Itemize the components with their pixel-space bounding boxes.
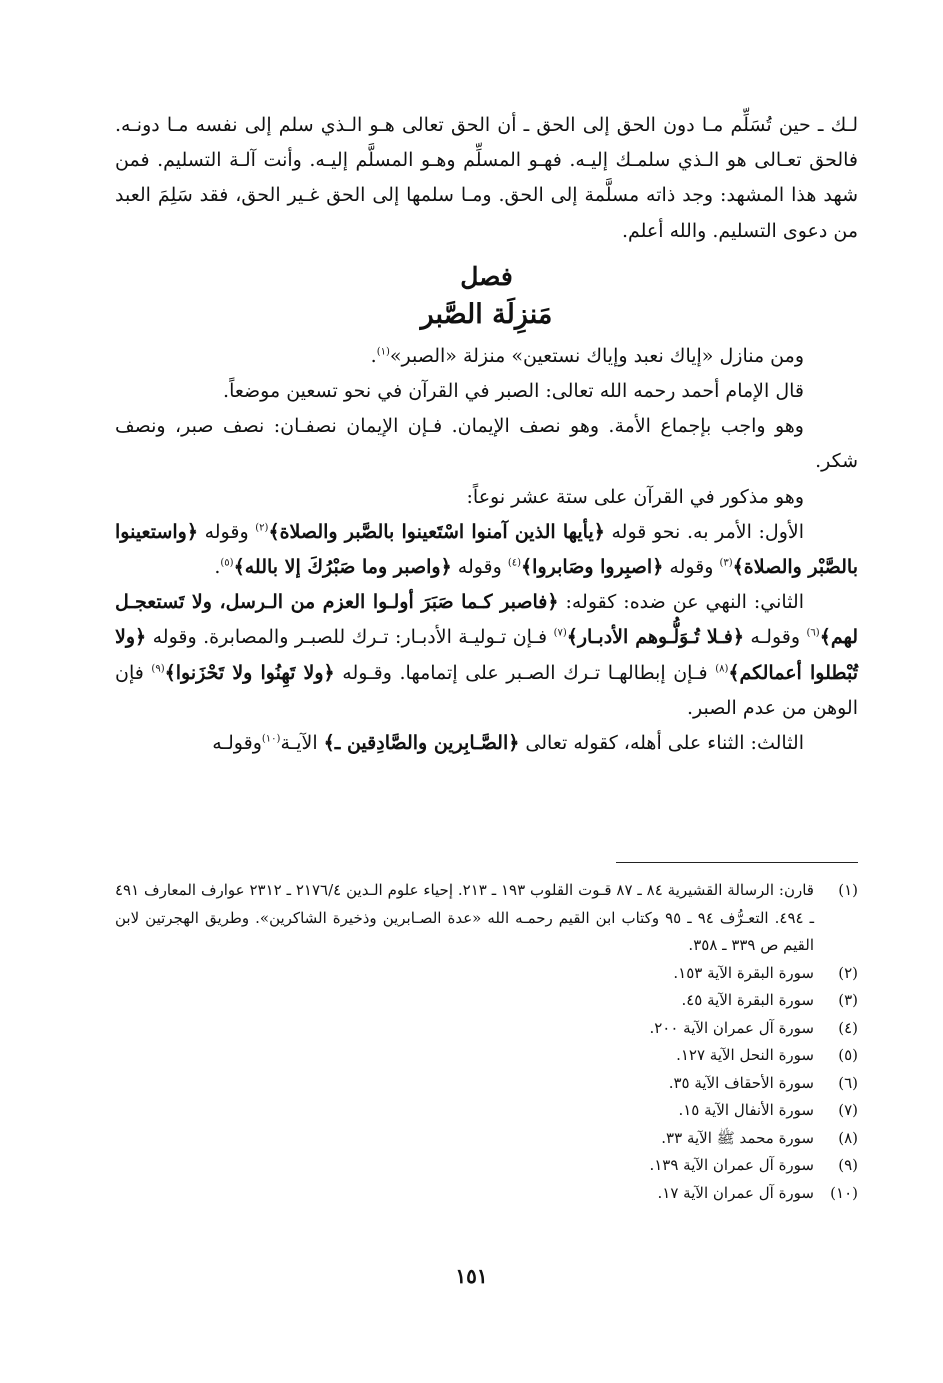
text-segment: الثالث: الثناء على أهله، كقوله تعالى xyxy=(519,732,804,755)
paragraph-third-type xyxy=(115,726,858,761)
footnote-ref: (٩) xyxy=(151,663,165,675)
footnote-ref: (٧) xyxy=(553,628,567,640)
footnote-number: (٤) xyxy=(838,1018,858,1037)
quran-verse: ﴿فـلا تُـوَلُّـوهم الأدبـار﴾ xyxy=(566,626,744,649)
paragraph-second-type xyxy=(115,585,858,726)
quran-verse: ﴿يأيها الذين آمنوا اسْتَعينوا بالصَّبر والصلاة﴾ xyxy=(268,520,605,543)
intro-paragraph: لـك ـ حين تُسَلِّم مـا دون الحق إلى الحق ـ أن الحق تعالى هـو الـذي سلم إلى نفسه مـا دونـه. فالحق تعـالى هو الـذي سلمـك إليـه. فهـو المسلِّم وهـو المسلَّم إليـه. وأنت آلـة التسليم. فمن شهد هذا المشهد: وجد ذاته مسلَّمة إلى الحق. ومـا سلمها إلى الحق غـير الحق، فقد سَلِمَ العبد من دعوى التسليم. والله أعلم. xyxy=(115,114,858,242)
page-number: ١٥١ xyxy=(455,1264,488,1288)
footnote-text: سورة الأنفال الآية ١٥. xyxy=(678,1101,814,1119)
quran-verse: ﴿ولا تُبْطلوا أعمالكم﴾ xyxy=(115,626,858,684)
chapter-title: مَنزِلَة الصَّبر xyxy=(420,298,553,330)
footnote-ref: (٢) xyxy=(255,522,269,534)
quran-verse: ﴿واستعينوا بالصَّبْر والصلاة﴾ xyxy=(115,520,858,579)
footnote-text: سورة آل عمران الآية ١٧. xyxy=(657,1183,814,1202)
quran-verse: ﴿ولا تَهِنُوا ولا تَحْزَنوا﴾ xyxy=(164,661,335,684)
text-segment: فإن الوهن من عدم الصبر. xyxy=(115,661,858,719)
footnote-item xyxy=(115,1015,858,1043)
paragraph-sixteen-types: وهو مذكور في القرآن على ستة عشر نوعاً: xyxy=(466,485,804,508)
footnote-number: (٥) xyxy=(838,1046,858,1064)
text-segment: وقولـه xyxy=(212,732,262,755)
paragraph-text: ومن منازل «إياك نعبد وإياك نستعين» منزلة «الصبر» xyxy=(389,344,804,367)
punctuation: . xyxy=(370,344,377,367)
text-segment: وقوله xyxy=(451,556,508,579)
footnote-ref: (٣) xyxy=(719,557,733,569)
footnote-number: (٧) xyxy=(838,1101,858,1119)
quran-verse: ﴿الصَّـابِرين والصَّادِقين ـ﴾ xyxy=(323,732,520,755)
footnote-text: سورة البقرة الآية ٤٥. xyxy=(681,991,814,1009)
text-segment: الآيـة xyxy=(280,732,324,755)
quran-verse: ﴿اصبِروا وصَابروا﴾ xyxy=(521,556,664,579)
footnote-ref: (٦) xyxy=(806,628,820,640)
paragraph-manazil xyxy=(115,339,858,374)
quran-verse: ﴿فاصبر كـما صَبَرَ أولـوا العزم من الـرسل، ولا تَستعجـل لهم﴾ xyxy=(115,591,859,649)
footnote-text: سورة الأحقاف الآية ٣٥. xyxy=(668,1073,814,1092)
paragraph-imam-ahmad: قال الإمام أحمد رحمه الله تعالى: الصبر في القرآن في نحو تسعين موضعاً. xyxy=(223,380,804,403)
section-heading: فصل xyxy=(460,261,513,291)
footnote-item xyxy=(115,1125,858,1153)
paragraph-first-type xyxy=(115,515,858,585)
footnote-item xyxy=(115,960,858,988)
footnote-item xyxy=(115,1042,858,1070)
footnote-item xyxy=(115,1152,858,1180)
footnote-text: سورة آل عمران الآية ٢٠٠. xyxy=(649,1018,814,1037)
footnote-item xyxy=(115,877,858,960)
footnote-number: (٦) xyxy=(838,1073,858,1092)
footnote-ref: (١٠) xyxy=(261,733,281,745)
text-segment: وقوله xyxy=(197,520,256,543)
paragraph-wajib: وهو واجب بإجماع الأمة. وهو نصف الإيمان. فـإن الإيمان نصفـان: نصف صبر، ونصف شكر. xyxy=(115,415,858,473)
footnote-text: سورة النحل الآية ١٢٧. xyxy=(676,1046,814,1064)
quran-verse: ﴿واصبر وما صَبْرُكَ إلا بالله﴾ xyxy=(233,556,452,579)
footnote-item xyxy=(115,1097,858,1125)
footnote-number: (٩) xyxy=(838,1156,858,1174)
footnote-ref: (١) xyxy=(376,346,390,358)
footnote-number: (٢) xyxy=(838,963,858,982)
footnote-number: (١) xyxy=(838,881,858,899)
main-text xyxy=(115,108,858,761)
text-segment: وقوله xyxy=(663,556,720,579)
text-segment: الأول: الأمر به. نحو قوله xyxy=(604,520,804,543)
footnotes xyxy=(115,877,858,1207)
punctuation: . xyxy=(214,556,221,579)
footnote-separator xyxy=(616,862,858,863)
footnote-ref: (٥) xyxy=(220,557,234,569)
footnote-item xyxy=(115,987,858,1015)
text-segment: وقولـه xyxy=(743,626,807,649)
footnote-number: (٨) xyxy=(838,1128,858,1147)
text-segment: فـإن تـوليـة الأدبـار: تـرك للصبـر والمصابرة. وقوله xyxy=(146,626,554,649)
footnote-number: (١٠) xyxy=(830,1183,858,1202)
footnote-ref: (٤) xyxy=(507,557,522,569)
footnote-item xyxy=(115,1070,858,1098)
text-segment: الثاني: النهي عن ضده: كقوله: xyxy=(558,591,804,614)
footnote-text: سورة آل عمران الآية ١٣٩. xyxy=(649,1156,814,1174)
footnote-number: (٣) xyxy=(838,991,858,1009)
footnote-text: سورة محمد ﷺ الآية ٣٣. xyxy=(661,1128,814,1147)
footnote-item xyxy=(115,1180,858,1208)
footnote-ref: (٨) xyxy=(715,663,729,675)
footnote-text: سورة البقرة الآية ١٥٣. xyxy=(673,963,814,982)
text-segment: فـإن إبطالهـا تـرك الصـبر على إتمامها. وقـوله xyxy=(334,661,716,684)
footnote-text: قارن: الرسالة القشيرية ٨٤ ـ ٨٧ قـوت القلوب ١٩٣ ـ ٢١٣. إحياء علوم الـدين ٢١٧٦/٤ ـ ٢٣١٢ عوارف المعارف ٤٩١ ـ ٤٩٤. التعـرُّف ٩٤ ـ ٩٥ وكتاب ابن القيم رحمـه الله «عدة الصـابرين وذخيرة الشاكرين». وطريق الهجرتين لابن القيم ص ٣٣٩ ـ ٣٥٨. xyxy=(115,881,814,954)
